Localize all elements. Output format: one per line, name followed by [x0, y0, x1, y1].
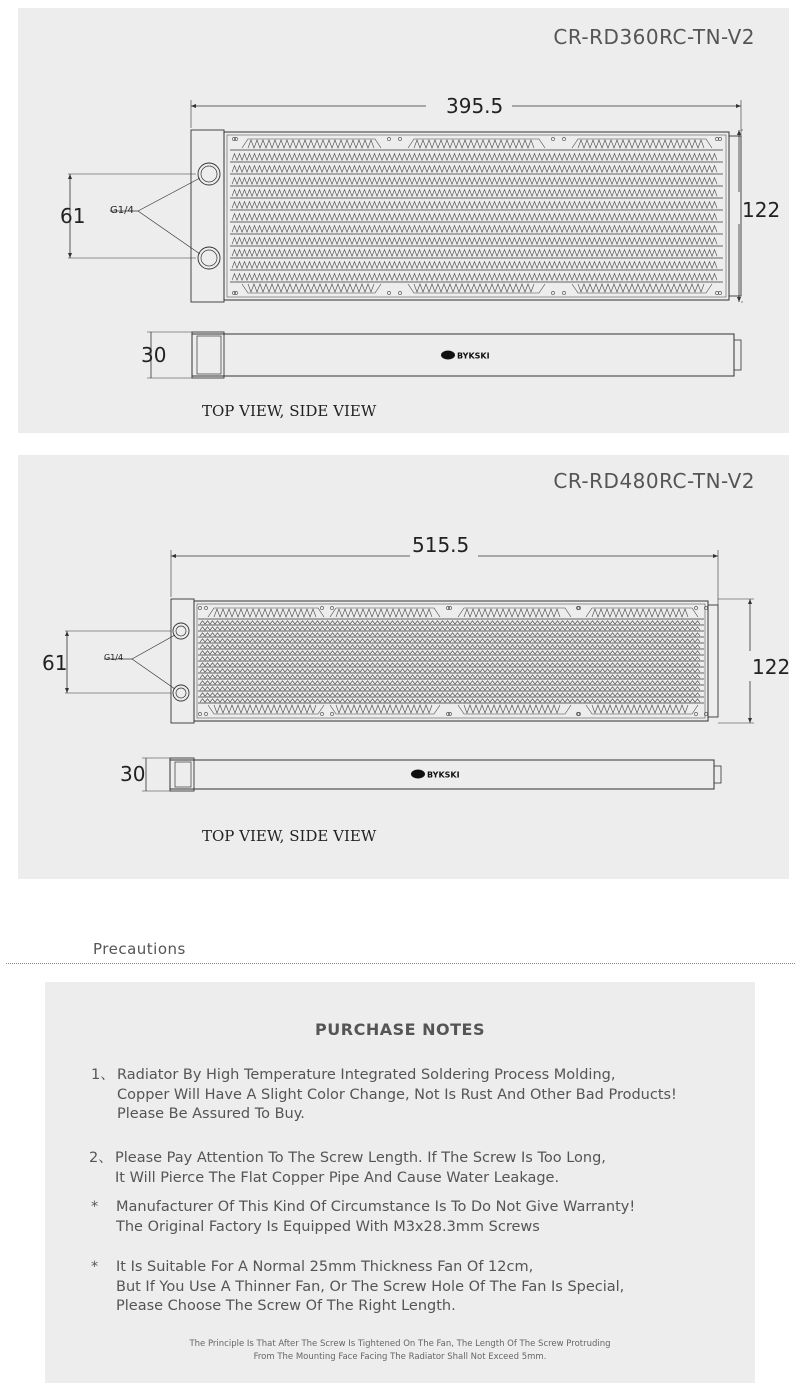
- fin-pattern: [200, 699, 700, 702]
- screw-hole: [204, 606, 207, 609]
- drawing-panel-360: [18, 8, 789, 433]
- fin-pattern: [232, 214, 717, 221]
- arrow-head: [737, 130, 741, 135]
- side-view-port: [175, 762, 191, 787]
- precautions-heading: Precautions: [93, 940, 186, 958]
- note-line: Radiator By High Temperature Integrated Soldering Process Molding,: [117, 1067, 616, 1083]
- screw-hole: [198, 606, 201, 609]
- screw-hole: [562, 137, 565, 140]
- fin-pattern: [232, 202, 717, 209]
- fin-pattern: [232, 190, 717, 197]
- note-line: But If You Use A Thinner Fan, Or The Screw Hole Of The Fan Is Special,: [116, 1278, 625, 1295]
- screw-hole: [387, 137, 390, 140]
- divider: [6, 963, 795, 964]
- note-1: [91, 1066, 677, 1125]
- note-line: Please Pay Attention To The Screw Length. If The Screw Is Too Long,: [115, 1150, 606, 1166]
- notes-footer: [45, 1338, 755, 1364]
- port-outer: [173, 623, 189, 639]
- screw-hole: [398, 137, 401, 140]
- port-spacing-dimension: 61: [42, 651, 68, 675]
- left-tank: [171, 599, 194, 723]
- note-line: Manufacturer Of This Kind Of Circumstance Is To Do Not Give Warranty!: [116, 1199, 636, 1215]
- leader-line: [132, 635, 175, 659]
- screw-hole: [694, 606, 697, 609]
- arrow-head: [68, 253, 72, 258]
- fin-pattern: [232, 178, 717, 185]
- fin-pattern: [336, 705, 432, 713]
- fin-pattern: [200, 657, 700, 660]
- fin-pattern: [200, 693, 700, 696]
- view-caption: TOP VIEW, SIDE VIEW: [202, 827, 377, 845]
- arrow-head: [748, 599, 752, 604]
- left-tank: [191, 130, 224, 302]
- fin-pattern: [214, 609, 316, 617]
- screw-hole: [330, 712, 333, 715]
- fin-pattern: [200, 645, 700, 648]
- fin-pattern: [232, 250, 717, 257]
- note-line: The Original Factory Is Equipped With M3x28.3mm Screws: [116, 1218, 540, 1235]
- footer-line: From The Mounting Face Facing The Radiator Shall Not Exceed 5mm.: [253, 1352, 547, 1362]
- radiator-drawing-360: [18, 8, 789, 433]
- port-inner: [201, 250, 217, 266]
- arrow-head: [736, 104, 741, 108]
- height-dimension: 122: [742, 198, 781, 222]
- note-marker: 1、: [91, 1067, 115, 1083]
- port-thread-label: G1/4: [110, 205, 134, 216]
- fin-pattern: [232, 226, 717, 233]
- port-inner: [176, 626, 186, 636]
- logo-wordmark: BYKSKI: [427, 770, 460, 780]
- side-view-endcap: [714, 766, 721, 783]
- drawing-panel-480: [18, 455, 789, 879]
- fin-pattern: [200, 681, 700, 684]
- height-dimension: 122: [752, 655, 791, 679]
- fin-pattern: [200, 687, 700, 690]
- arrow-head: [748, 718, 752, 723]
- arrow-head: [65, 688, 69, 693]
- screw-hole: [232, 137, 235, 140]
- note-line: It Will Pierce The Flat Copper Pipe And Cause Water Leakage.: [115, 1169, 560, 1186]
- thickness-dimension: 30: [120, 762, 146, 786]
- fin-pattern: [592, 609, 688, 617]
- screw-hole: [448, 606, 451, 609]
- screw-hole: [551, 291, 554, 294]
- right-tank: [708, 605, 718, 717]
- fin-pattern: [464, 609, 560, 617]
- arrow-head: [171, 554, 176, 558]
- model-number: CR-RD360RC-TN-V2: [553, 25, 755, 49]
- arrow-head: [65, 631, 69, 636]
- screw-hole: [198, 712, 201, 715]
- screw-hole: [694, 712, 697, 715]
- screw-hole: [448, 712, 451, 715]
- arrow-head: [68, 174, 72, 179]
- fin-pattern: [200, 651, 700, 654]
- model-number: CR-RD480RC-TN-V2: [553, 469, 755, 493]
- fin-pattern: [200, 621, 700, 624]
- fin-pattern: [232, 262, 717, 269]
- note-4: [91, 1258, 624, 1317]
- radiator-drawing-480: [18, 455, 789, 879]
- fin-pattern: [248, 284, 374, 292]
- note-line: It Is Suitable For A Normal 25mm Thickness Fan Of 12cm,: [116, 1259, 534, 1275]
- view-caption: TOP VIEW, SIDE VIEW: [202, 402, 377, 420]
- purchase-notes-title: PURCHASE NOTES: [315, 1020, 485, 1039]
- note-line: Please Choose The Screw Of The Right Length.: [116, 1298, 456, 1314]
- side-view-tank: [170, 758, 194, 791]
- screw-hole: [387, 291, 390, 294]
- screw-hole: [562, 291, 565, 294]
- purchase-notes-box: [45, 982, 755, 1383]
- fin-pattern: [214, 705, 316, 713]
- screw-hole: [398, 291, 401, 294]
- note-3: [91, 1198, 635, 1237]
- thickness-dimension: 30: [141, 343, 167, 367]
- note-line: Please Be Assured To Buy.: [117, 1106, 305, 1122]
- fin-pattern: [232, 166, 717, 173]
- logo-icon: [441, 351, 455, 360]
- fin-pattern: [200, 627, 700, 630]
- screw-hole: [320, 712, 323, 715]
- side-view-endcap: [734, 340, 741, 370]
- screw-hole: [232, 291, 235, 294]
- port-spacing-dimension: 61: [60, 204, 86, 228]
- arrow-head: [737, 297, 741, 302]
- shroud-top: [458, 608, 571, 617]
- fin-pattern: [464, 705, 560, 713]
- logo-icon: [411, 770, 425, 779]
- fin-pattern: [200, 669, 700, 672]
- fin-pattern: [578, 140, 704, 148]
- note-marker: *: [91, 1259, 99, 1275]
- fin-pattern: [414, 284, 534, 292]
- leader-line: [132, 659, 175, 689]
- arrow-head: [713, 554, 718, 558]
- note-2: [89, 1149, 606, 1188]
- fin-pattern: [336, 609, 432, 617]
- screw-hole: [551, 137, 554, 140]
- fin-pattern: [414, 140, 534, 148]
- shroud-bottom: [458, 705, 571, 714]
- width-dimension: 395.5: [446, 94, 504, 118]
- port-outer: [173, 685, 189, 701]
- fin-pattern: [248, 140, 374, 148]
- screw-hole: [330, 606, 333, 609]
- fin-pattern: [578, 284, 704, 292]
- screw-hole: [204, 712, 207, 715]
- fin-pattern: [232, 154, 717, 161]
- note-marker: *: [91, 1199, 99, 1215]
- screw-hole: [320, 606, 323, 609]
- port-thread-label: G1/4: [104, 653, 124, 662]
- note-marker: 2、: [89, 1150, 113, 1166]
- side-view-port: [197, 336, 221, 374]
- footer-line: The Principle Is That After The Screw Is Tightened On The Fan, The Length Of The Screw Protruding: [189, 1339, 611, 1349]
- fin-pattern: [200, 633, 700, 636]
- port-inner: [201, 166, 217, 182]
- fin-pattern: [200, 675, 700, 678]
- fin-pattern: [200, 639, 700, 642]
- note-line: Copper Will Have A Slight Color Change, Not Is Rust And Other Bad Products!: [117, 1086, 677, 1103]
- arrow-head: [191, 104, 196, 108]
- fin-pattern: [200, 663, 700, 666]
- fin-pattern: [232, 274, 717, 281]
- fin-pattern: [592, 705, 688, 713]
- fin-pattern: [232, 238, 717, 245]
- width-dimension: 515.5: [412, 533, 470, 557]
- logo-wordmark: BYKSKI: [457, 351, 490, 361]
- port-inner: [176, 688, 186, 698]
